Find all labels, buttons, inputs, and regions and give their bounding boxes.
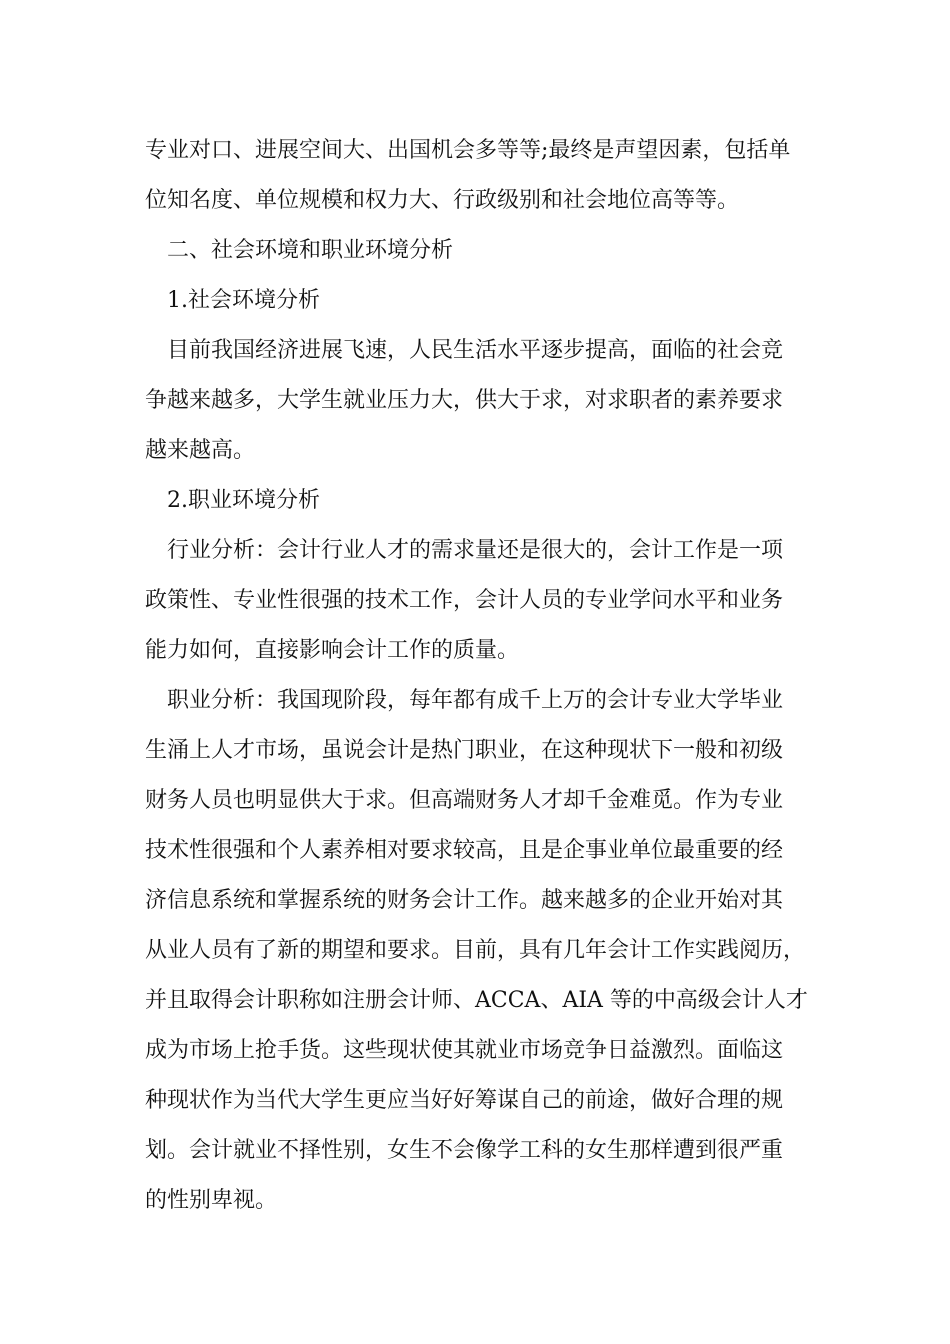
text-line-19: 成为市场上抢手货。这些现状使其就业市场竞争日益激烈。面临这 — [145, 1038, 784, 1063]
text-line-22: 的性别卑视。 — [145, 1188, 278, 1213]
text-line-11: 能力如何，直接影响会计工作的质量。 — [145, 638, 520, 663]
subsection-heading-career: 2.职业环境分析 — [167, 488, 320, 513]
text-line-6: 争越来越多，大学生就业压力大，供大于求，对求职者的素养要求 — [145, 388, 784, 413]
text-line-2: 位知名度、单位规模和权力大、行政级别和社会地位高等等。 — [145, 188, 740, 213]
text-line-17: 从业人员有了新的期望和要求。目前，具有几年会计工作实践阅历， — [145, 938, 806, 963]
text-line-12: 职业分析：我国现阶段，每年都有成千上万的会计专业大学毕业 — [167, 688, 784, 713]
document-page — [145, 126, 807, 1226]
text-line-1: 专业对口、进展空间大、出国机会多等等;最终是声望因素，包括单 — [145, 138, 791, 163]
text-line-13: 生涌上人才市场，虽说会计是热门职业，在这种现状下一般和初级 — [145, 738, 784, 763]
text-line-7: 越来越高。 — [145, 438, 256, 463]
text-line-9: 行业分析：会计行业人才的需求量还是很大的，会计工作是一项 — [167, 538, 784, 563]
text-line-21: 划。会计就业不择性别，女生不会像学工科的女生那样遭到很严重 — [145, 1138, 784, 1163]
text-line-5: 目前我国经济进展飞速，人民生活水平逐步提高，面临的社会竞 — [167, 338, 784, 363]
text-line-16: 济信息系统和掌握系统的财务会计工作。越来越多的企业开始对其 — [145, 888, 784, 913]
text-line-10: 政策性、专业性很强的技术工作，会计人员的专业学问水平和业务 — [145, 588, 784, 613]
text-line-20: 种现状作为当代大学生更应当好好筹谋自己的前途，做好合理的规 — [145, 1088, 784, 1113]
text-line-15: 技术性很强和个人素养相对要求较高，且是企事业单位最重要的经 — [145, 838, 784, 863]
section-heading-2: 二、社会环境和职业环境分析 — [167, 238, 454, 263]
text-line-18: 并且取得会计职称如注册会计师、ACCA、AIA 等的中高级会计人才 — [145, 988, 808, 1013]
text-line-14: 财务人员也明显供大于求。但高端财务人才却千金难觅。作为专业 — [145, 788, 784, 813]
subsection-heading-social: 1.社会环境分析 — [167, 288, 320, 313]
